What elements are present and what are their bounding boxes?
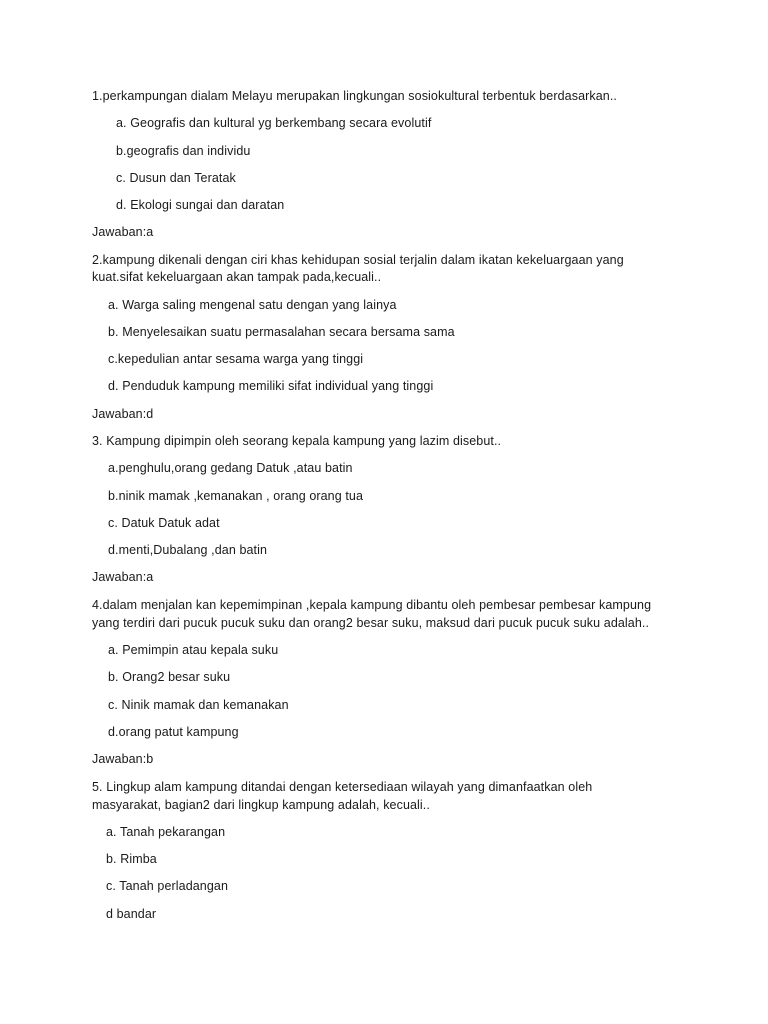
- question-1-text: 1.perkampungan dialam Melayu merupakan lingkungan sosiokultural terbentuk berdasarkan..: [92, 89, 617, 103]
- question-4-text-line-2: yang terdiri dari pucuk pucuk suku dan orang2 besar suku, maksud dari pucuk pucuk suku adalah..: [92, 616, 650, 630]
- question-3-option-b: b.ninik mamak ,kemanakan , orang orang tua: [108, 489, 364, 503]
- question-5-option-b: b. Rimba: [106, 852, 157, 866]
- question-3-option-c: c. Datuk Datuk adat: [108, 516, 220, 530]
- question-1-option-d: d. Ekologi sungai dan daratan: [116, 198, 285, 212]
- question-4-text-line-1: 4.dalam menjalan kan kepemimpinan ,kepala kampung dibantu oleh pembesar pembesar kampung: [92, 598, 652, 612]
- question-1-option-b: b.geografis dan individu: [116, 144, 251, 158]
- question-1-answer: Jawaban:a: [92, 225, 154, 239]
- question-4-option-c: c. Ninik mamak dan kemanakan: [108, 698, 289, 712]
- question-1-option-a: a. Geografis dan kultural yg berkembang secara evolutif: [116, 116, 432, 130]
- question-2-option-b: b. Menyelesaikan suatu permasalahan secara bersama sama: [108, 325, 455, 339]
- question-5-text-line-1: 5. Lingkup alam kampung ditandai dengan ketersediaan wilayah yang dimanfaatkan oleh: [92, 780, 593, 794]
- question-5-option-d: d bandar: [106, 907, 157, 921]
- question-1-option-c: c. Dusun dan Teratak: [116, 171, 236, 185]
- question-2-option-c: c.kepedulian antar sesama warga yang tinggi: [108, 352, 364, 366]
- question-2-answer: Jawaban:d: [92, 407, 154, 421]
- question-3-text: 3. Kampung dipimpin oleh seorang kepala kampung yang lazim disebut..: [92, 434, 502, 448]
- question-5-text-line-2: masyarakat, bagian2 dari lingkup kampung adalah, kecuali..: [92, 798, 430, 812]
- question-5-option-c: c. Tanah perladangan: [106, 879, 229, 893]
- question-4-option-b: b. Orang2 besar suku: [108, 670, 231, 684]
- question-4-option-d: d.orang patut kampung: [108, 725, 239, 739]
- question-3-option-a: a.penghulu,orang gedang Datuk ,atau batin: [108, 461, 353, 475]
- question-2-text-line-1: 2.kampung dikenali dengan ciri khas kehidupan sosial terjalin dalam ikatan kekeluargaan yang: [92, 253, 624, 267]
- question-4-option-a: a. Pemimpin atau kepala suku: [108, 643, 279, 657]
- question-2-option-a: a. Warga saling mengenal satu dengan yang lainya: [108, 298, 397, 312]
- question-3-answer: Jawaban:a: [92, 570, 154, 584]
- question-2-option-d: d. Penduduk kampung memiliki sifat individual yang tinggi: [108, 379, 434, 393]
- question-3-option-d: d.menti,Dubalang ,dan batin: [108, 543, 268, 557]
- question-5-option-a: a. Tanah pekarangan: [106, 825, 226, 839]
- question-4-answer: Jawaban:b: [92, 752, 154, 766]
- question-2-text-line-2: kuat.sifat kekeluargaan akan tampak pada,kecuali..: [92, 270, 382, 284]
